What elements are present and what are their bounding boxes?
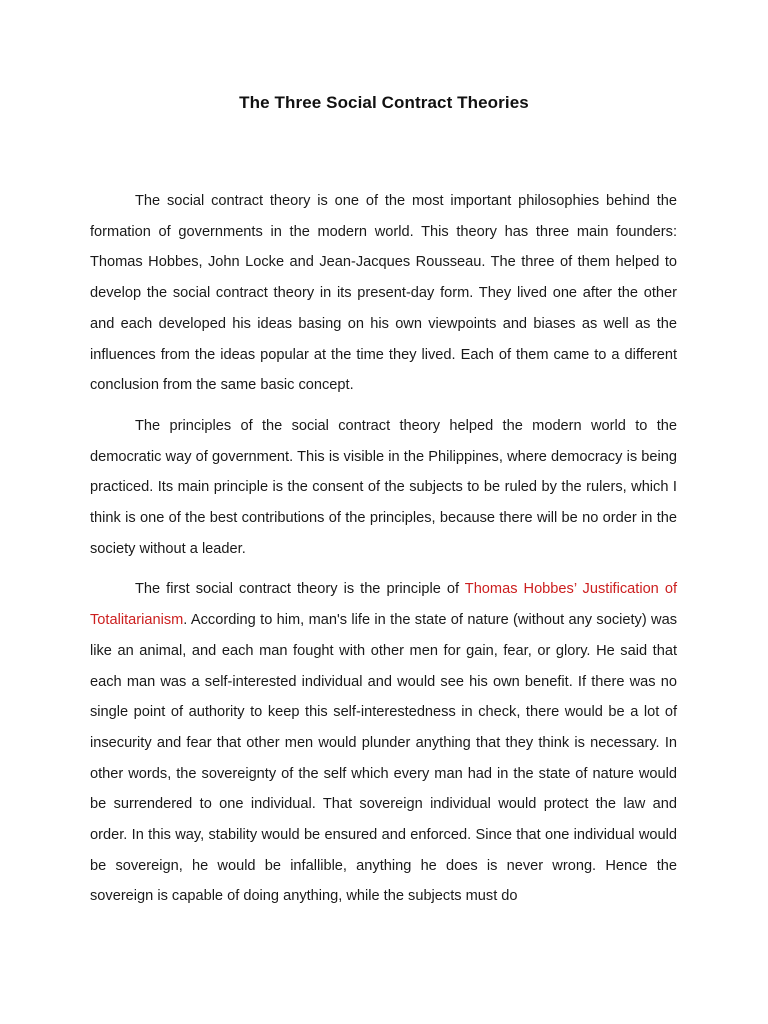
document-title: The Three Social Contract Theories [239, 93, 529, 112]
document-body [90, 186, 677, 922]
paragraph-hobbes-lead: The first social contract theory is the principle of [135, 581, 465, 598]
paragraph-hobbes-rest: . According to him, man's life in the state of nature (without any society) was like an animal, and each man fought with other men for gain, fear, or glory. He said that each man was a self-interested individual and would see his own benefit. If there was no single point of authority to keep this self-interestedness in check, there would be a lot of insecurity and fear that other men would plunder anything that they think is necessary. In other words, the sovereignty of the self which every man had in the state of nature would be surrendered to one individual. That sovereign individual would protect the law and order. In this way, stability would be ensured and enforced. Since that one individual would be sovereign, he would be infallible, anything he does is never wrong. Hence the sovereign is capable of doing anything, while the subjects must do [90, 612, 677, 905]
paragraph-intro: The social contract theory is one of the most important philosophies behind the formation of governments in the modern world. This theory has three main founders: Thomas Hobbes, John Locke and Jean-Jacques Rousseau. The three of them helped to develop the social contract theory in its present-day form. They lived one after the other and each developed his ideas basing on his own viewpoints and biases as well as the influences from the ideas popular at the time they lived. Each of them came to a different conclusion from the same basic concept. [90, 193, 677, 394]
hobbes-highlight: Thomas Hobbes’ Justification of Totalitarianism [90, 581, 677, 629]
paragraph-hobbes [90, 574, 677, 912]
paragraph-principles: The principles of the social contract theory helped the modern world to the democratic way of government. This is visible in the Philippines, where democracy is being practiced. Its main principle is the consent of the subjects to be ruled by the rulers, which I think is one of the best contributions of the principles, because there will be no order in the society without a leader. [90, 417, 677, 557]
